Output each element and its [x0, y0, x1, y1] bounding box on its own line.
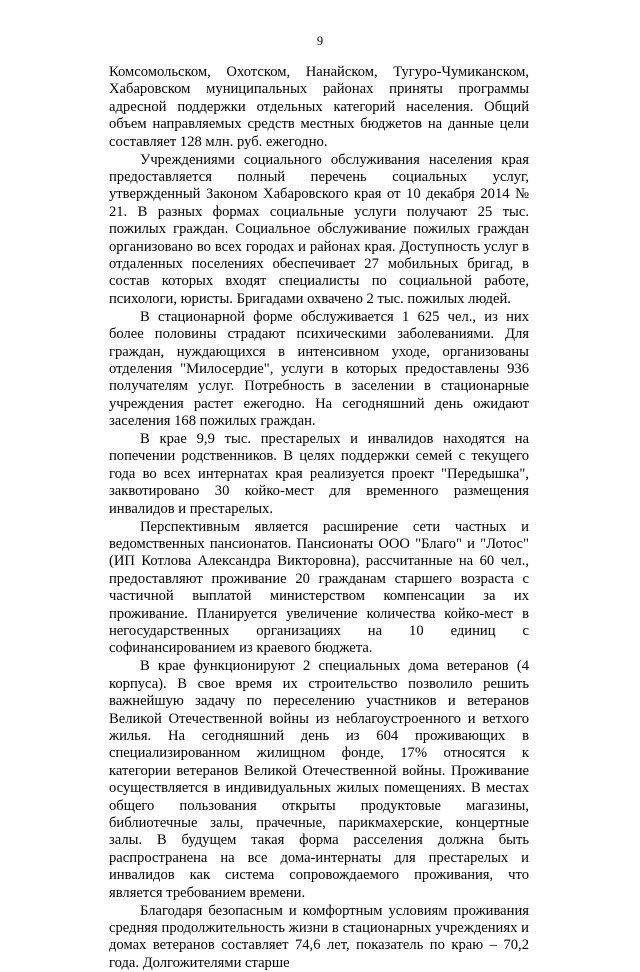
paragraph-life-expectancy: Благодаря безопасным и комфортным условиям проживания средняя продолжительность жизни в стационарных учреждениях и домах ветеранов составляет 74,6 лет, показатель по краю – 70,2 года. Долгожителями старше	[109, 903, 529, 972]
paragraph-regional-programs: Комсомольском, Охотском, Нанайском, Тугуро-Чумиканском, Хабаровском муниципальных районах приняты программы адресной поддержки отдельных категорий населения. Общий объем направляемых средств местных бюджетов на данные цели составляет 128 млн. руб. ежегодно.	[109, 64, 529, 151]
body-text	[109, 64, 529, 972]
page-number: 9	[0, 34, 640, 49]
paragraph-private-pensions: Перспективным является расширение сети частных и ведомственных пансионатов. Пансионаты ООО "Благо" и "Лотос" (ИП Котлова Александра Викторовна), рассчитанные на 60 чел., предоставляют проживание 20 гражданам старшего возраста с частичной выплатой министерством компенсации за их проживание. Планируется увеличение количества койко-мест в негосударственных организациях на 10 единиц с софинансированием из краевого бюджета.	[109, 519, 529, 658]
paragraph-family-support: В крае 9,9 тыс. престарелых и инвалидов находятся на попечении родственников. В целях поддержки семей с текущего года во всех интернатах края реализуется проект "Передышка", заквотировано 30 койко-мест для временного размещения инвалидов и престарелых.	[109, 431, 529, 518]
paragraph-stationary-care: В стационарной форме обслуживается 1 625 чел., из них более половины страдают психическими заболеваниями. Для граждан, нуждающихся в интенсивном уходе, организованы отделения "Милосердие", услуги в которых предоставлены 936 получателям услуг. Потребность в заселении в стационарные учреждения растет ежегодно. На сегодняшний день ожидают заселения 168 пожилых граждан.	[109, 309, 529, 431]
paragraph-social-services: Учреждениями социального обслуживания населения края предоставляется полный перечень социальных услуг, утвержденный Законом Хабаровского края от 10 декабря 2014 № 21. В разных формах социальные услуги получают 25 тыс. пожилых граждан. Социальное обслуживание пожилых граждан организовано во всех городах и районах края. Доступность услуг в отдаленных поселениях обеспечивает 27 мобильных бригад, в состав которых входят специалисты по социальной работе, психологи, юристы. Бригадами охвачено 2 тыс. пожилых людей.	[109, 152, 529, 309]
paragraph-veteran-homes: В крае функционируют 2 специальных дома ветеранов (4 корпуса). В свое время их строительство позволило решить важнейшую задачу по переселению участников и ветеранов Великой Отечественной войны из неблагоустроенного и ветхого жилья. На сегодняшний день из 604 проживающих в специализированном жилищном фонде, 17% относятся к категории ветеранов Великой Отечественной войны. Проживание осуществляется в индивидуальных жилых помещениях. В местах общего пользования открыты продуктовые магазины, библиотечные залы, прачечные, парикмахерские, концертные залы. В будущем такая форма расселения должна быть распространена на все дома-интернаты для престарелых и инвалидов как система сопровождаемого проживания, что является требованием времени.	[109, 658, 529, 902]
